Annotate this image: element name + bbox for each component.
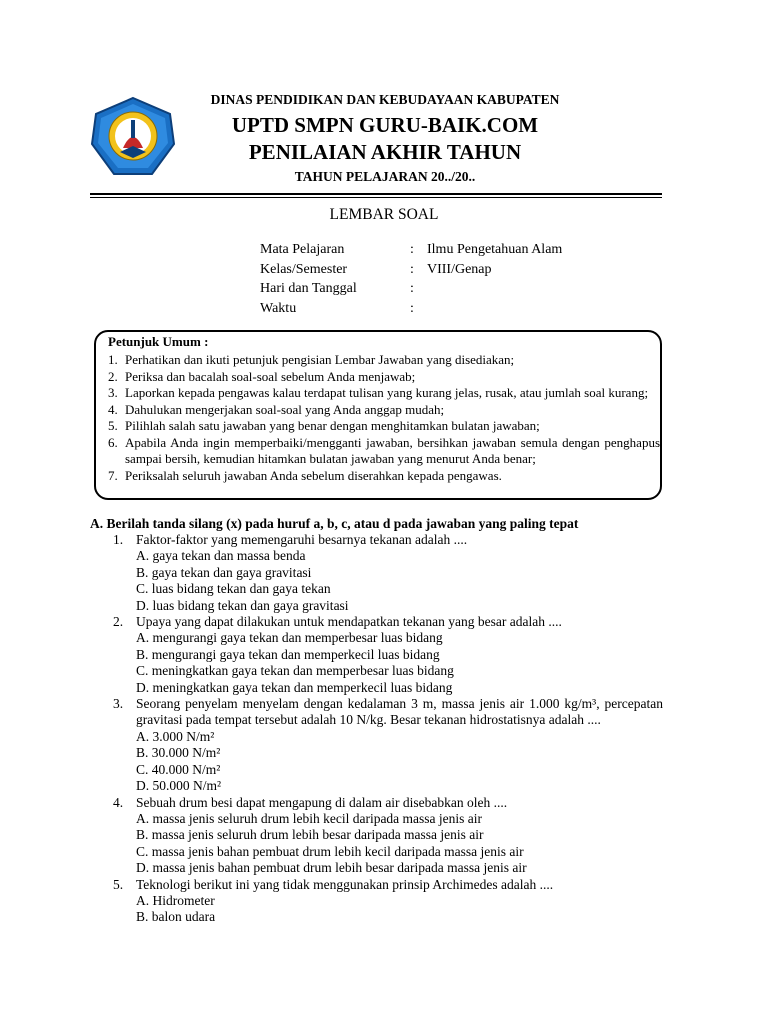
question-list (113, 532, 663, 926)
question-number: 2. (113, 614, 124, 630)
answer-option: C. 40.000 N/m² (136, 761, 221, 777)
answer-option: B. 30.000 N/m² (136, 745, 221, 761)
academic-year: TAHUN PELAJARAN 20../20.. (294, 169, 476, 184)
answer-option: D. massa jenis bahan pembuat drum lebih besar daripada massa jenis air (136, 860, 527, 876)
instruction-item (108, 402, 660, 419)
info-row-subject (260, 242, 660, 262)
instruction-item (108, 352, 660, 369)
answer-option: D. 50.000 N/m² (136, 778, 222, 794)
instruction-item (108, 468, 660, 485)
instruction-number: 4. (108, 401, 118, 417)
info-label: Waktu (260, 300, 297, 316)
info-row-time (260, 301, 660, 321)
answer-option: B. mengurangi gaya tekan dan memperkecil luas bidang (136, 646, 440, 662)
section-title: A. Berilah tanda silang (x) pada huruf a, b, c, atau d pada jawaban yang paling tepat (90, 516, 579, 531)
question-text: Faktor-faktor yang memengaruhi besarnya tekanan adalah .... (136, 532, 468, 547)
instruction-text: Apabila Anda ingin memperbaiki/mengganti jawaban, bersihkan jawaban semula dengan penghapus sampai bersih, kemudian hitamkan bulatan jawaban yang menurut Anda benar; (125, 434, 660, 466)
instruction-number: 6. (108, 434, 118, 450)
answer-option: C. massa jenis bahan pembuat drum lebih kecil daripada massa jenis air (136, 843, 524, 859)
instruction-number: 5. (108, 418, 118, 433)
question-text: Seorang penyelam menyelam dengan kedalaman 3 m, massa jenis air 1.000 kg/m³, percepatan gravitasi pada tempat tersebut adalah 10 N/kg. Besar tekanan hidrostatisnya adalah .... (136, 696, 663, 728)
info-label: Mata Pelajaran (260, 242, 345, 257)
instruction-number: 7. (108, 467, 118, 483)
answer-option: C. meningkatkan gaya tekan dan memperbesar luas bidang (136, 663, 454, 679)
info-row-class (260, 262, 660, 282)
instruction-text: Dahulukan mengerjakan soal-soal yang Anda anggap mudah; (125, 401, 445, 417)
header-divider (90, 193, 662, 195)
instruction-item (108, 369, 660, 386)
answer-option: A. gaya tekan dan massa benda (136, 548, 306, 564)
info-label: Hari dan Tanggal (260, 281, 357, 296)
instruction-text: Pilihlah salah satu jawaban yang benar dengan menghitamkan bulatan jawaban; (125, 418, 540, 433)
exam-info-table (260, 242, 660, 320)
info-colon: : (410, 281, 414, 296)
question-number: 1. (113, 532, 124, 547)
info-label: Kelas/Semester (260, 261, 348, 277)
question-item (113, 614, 663, 696)
info-value: VIII/Genap (427, 261, 492, 277)
instruction-item (108, 435, 660, 468)
instruction-item (108, 385, 660, 402)
answer-option: D. meningkatkan gaya tekan dan memperkecil luas bidang (136, 679, 453, 695)
instructions-title: Petunjuk Umum : (108, 334, 209, 349)
instruction-text: Laporkan kepada pengawas kalau terdapat tulisan yang kurang jelas, rusak, atau jumlah soal kurang; (125, 385, 649, 400)
instruction-text: Perhatikan dan ikuti petunjuk pengisian Lembar Jawaban yang disediakan; (125, 352, 515, 367)
answer-option: D. luas bidang tekan dan gaya gravitasi (136, 597, 349, 613)
document-title: LEMBAR SOAL (329, 206, 439, 223)
info-colon: : (410, 300, 414, 316)
exam-name: PENILAIAN AKHIR TAHUN (248, 140, 522, 164)
info-row-date (260, 281, 660, 301)
answer-option: B. massa jenis seluruh drum lebih besar daripada massa jenis air (136, 827, 484, 843)
instruction-number: 2. (108, 368, 118, 384)
answer-option: A. Hidrometer (136, 892, 215, 908)
question-item (113, 532, 663, 614)
instruction-text: Periksa dan bacalah soal-soal sebelum Anda menjawab; (125, 368, 416, 384)
info-colon: : (410, 261, 414, 277)
instruction-number: 3. (108, 385, 118, 400)
answer-option: A. mengurangi gaya tekan dan memperbesar luas bidang (136, 630, 443, 646)
instructions-list (108, 352, 660, 484)
question-item (113, 877, 663, 926)
school-name: UPTD SMPN GURU-BAIK.COM (231, 113, 539, 137)
question-item (113, 696, 663, 794)
question-text: Teknologi berikut ini yang tidak menggunakan prinsip Archimedes adalah .... (136, 876, 554, 892)
info-colon: : (410, 242, 414, 257)
question-number: 4. (113, 794, 124, 810)
question-number: 5. (113, 876, 124, 892)
answer-option: A. 3.000 N/m² (136, 728, 215, 744)
question-text: Upaya yang dapat dilakukan untuk mendapatkan tekanan yang besar adalah .... (136, 614, 562, 630)
header-divider-thin (90, 197, 662, 198)
answer-option: B. gaya tekan dan gaya gravitasi (136, 564, 312, 580)
info-value: Ilmu Pengetahuan Alam (427, 242, 563, 257)
question-text: Sebuah drum besi dapat mengapung di dalam air disebabkan oleh .... (136, 794, 508, 810)
answer-option: A. massa jenis seluruh drum lebih kecil daripada massa jenis air (136, 810, 483, 826)
instruction-number: 1. (108, 352, 118, 367)
answer-option: C. luas bidang tekan dan gaya tekan (136, 581, 331, 597)
question-item (113, 795, 663, 877)
instruction-text: Periksalah seluruh jawaban Anda sebelum diserahkan kepada pengawas. (125, 467, 502, 483)
instruction-item (108, 418, 660, 435)
tut-wuri-handayani-logo-icon (90, 96, 176, 178)
agency-name: DINAS PENDIDIKAN DAN KEBUDAYAAN KABUPATEN (210, 92, 560, 107)
question-number: 3. (113, 696, 124, 712)
answer-option: B. balon udara (136, 909, 216, 925)
